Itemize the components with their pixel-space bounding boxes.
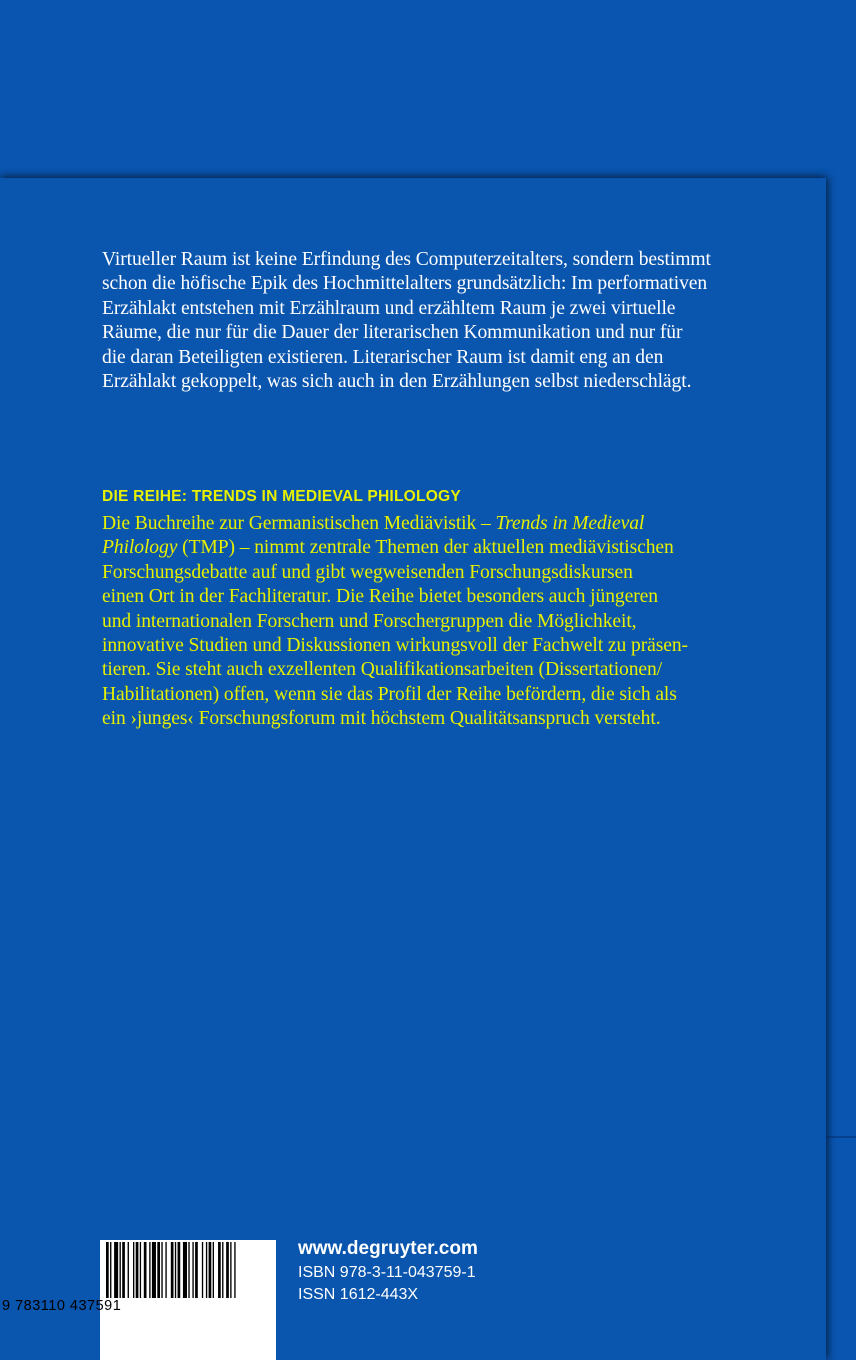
blurb-line: schon die höfische Epik des Hochmittelalters grundsätzlich: Im performativen: [102, 273, 708, 295]
series-line: innovative Studien und Diskussionen wirkungsvoll der Fachwelt zu präsen-: [102, 635, 688, 657]
series-description: [102, 512, 762, 732]
blurb-line: Erzählakt gekoppelt, was sich auch in den Erzählungen selbst niederschlägt.: [102, 371, 692, 393]
publisher-info: [298, 1236, 478, 1306]
blurb-line: die daran Beteiligten existieren. Literarischer Raum ist damit eng an den: [102, 346, 664, 368]
blurb-line: Räume, die nur für die Dauer der literarischen Kommunikation und nur für: [102, 322, 683, 344]
blurb-line: Virtueller Raum ist keine Erfindung des Computerzeitalters, sondern bestimmt: [102, 249, 711, 270]
isbn-number: ISBN 978-3-11-043759-1: [298, 1264, 476, 1281]
series-line: (TMP) – nimmt zentrale Themen der aktuellen mediävistischen: [177, 537, 674, 559]
series-heading: DIE REIHE: TRENDS IN MEDIEVAL PHILOLOGY: [102, 488, 461, 505]
series-line: einen Ort in der Fachliteratur. Die Reihe bietet besonders auch jüngeren: [102, 586, 658, 608]
issn-number: ISSN 1612-443X: [298, 1286, 419, 1303]
publisher-url: www.degruyter.com: [298, 1238, 478, 1259]
series-line: Forschungsdebatte auf und gibt wegweisenden Forschungsdiskursen: [102, 561, 633, 583]
series-title-italic: Philology: [102, 537, 178, 559]
series-line: Habilitationen) offen, wenn sie das Profil der Reihe befördern, die sich als: [102, 683, 677, 705]
blurb-line: Erzählakt entstehen mit Erzählraum und erzähltem Raum je zwei virtuelle: [102, 297, 676, 319]
edge-mark: [826, 1136, 856, 1138]
series-line: und internationalen Forschern und Forschergruppen die Möglichkeit,: [102, 610, 637, 632]
book-blurb: [102, 248, 762, 394]
series-line: ein ›junges‹ Forschungsforum mit höchstem Qualitätsanspruch versteht.: [102, 708, 661, 730]
series-title-italic: Trends in Medieval: [495, 513, 645, 534]
barcode-bars: [100, 1240, 276, 1298]
series-line: tieren. Sie steht auch exzellenten Qualifikationsarbeiten (Dissertationen/: [102, 659, 663, 681]
barcode-digits: 9 783110 437591: [2, 1298, 122, 1314]
series-line: Die Buchreihe zur Germanistischen Mediävistik –: [102, 513, 496, 534]
